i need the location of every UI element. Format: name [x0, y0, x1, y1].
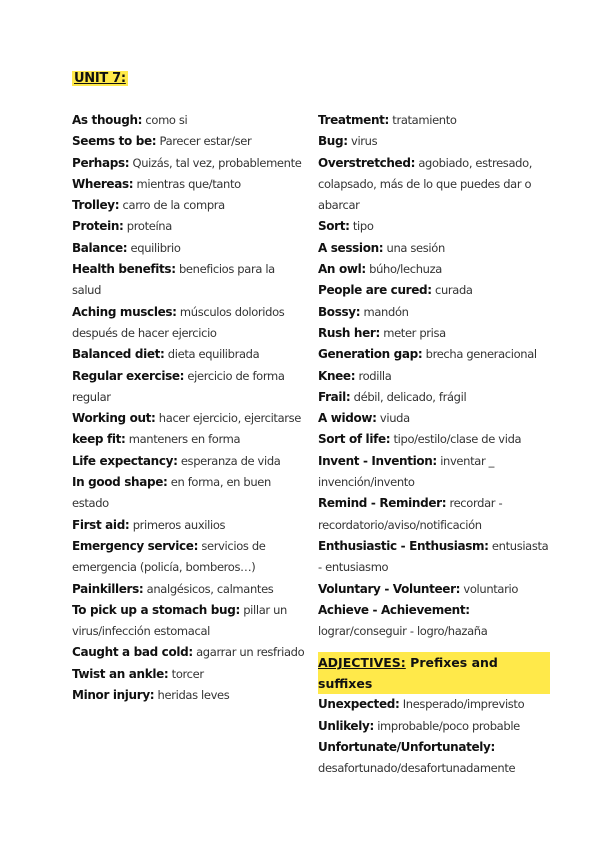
vocab-definition: torcer: [168, 666, 204, 681]
vocab-entry: [72, 536, 307, 579]
vocab-definition: débil, delicado, frágil: [350, 389, 467, 404]
vocab-term: Knee:: [318, 368, 356, 383]
adjectives-heading: [318, 652, 550, 694]
unit-title: UNIT 7:: [74, 71, 126, 86]
vocab-term: Seems to be:: [72, 134, 157, 149]
vocab-term: Trolley:: [72, 198, 120, 213]
vocab-entry: [318, 451, 550, 494]
vocab-entry: [72, 472, 307, 515]
vocab-entry: [72, 216, 307, 237]
vocab-term: Painkillers:: [72, 581, 144, 596]
vocab-entry: [72, 642, 307, 663]
vocab-entry: [72, 131, 307, 152]
vocab-term: Emergency service:: [72, 538, 199, 553]
vocab-entry: [72, 366, 307, 409]
vocab-entry: [72, 451, 307, 472]
vocab-term: Overstretched:: [318, 155, 416, 170]
vocab-term: Invent - Invention:: [318, 453, 437, 468]
vocab-entry: [318, 366, 550, 387]
vocab-entry: [318, 429, 550, 450]
vocab-definition: mandón: [360, 304, 409, 319]
vocab-term: Rush her:: [318, 325, 380, 340]
vocab-entry: [318, 408, 550, 429]
vocab-term: Balanced diet:: [72, 347, 165, 362]
vocab-definition: una sesión: [383, 240, 445, 255]
vocab-entry: [318, 131, 550, 152]
vocab-entry: [318, 579, 550, 600]
vocab-entry: [318, 323, 550, 344]
vocab-definition: ejercicio de forma regular: [72, 368, 285, 404]
vocab-term: Minor injury:: [72, 688, 155, 703]
vocab-term: Unlikely:: [318, 718, 374, 733]
vocab-definition: búho/lechuza: [365, 262, 442, 277]
vocab-definition: Quizás, tal vez, probablemente: [129, 155, 302, 170]
vocab-term: Perhaps:: [72, 155, 130, 170]
vocab-definition: agobiado, estresado, colapsado, más de lo que puedes dar o abarcar: [318, 155, 533, 213]
vocab-term: A widow:: [318, 411, 377, 426]
vocab-entry: [318, 536, 550, 579]
vocab-entry: [72, 259, 307, 302]
vocab-definition: heridas leves: [154, 688, 230, 703]
vocab-term: Whereas:: [72, 176, 134, 191]
vocab-entry: [318, 493, 550, 536]
vocab-entry: [318, 259, 550, 280]
vocab-definition: manteners en forma: [125, 432, 241, 447]
vocab-definition: meter prisa: [379, 325, 446, 340]
vocab-term: Achieve - Achievement:: [318, 602, 470, 617]
vocab-entry: [318, 600, 550, 643]
vocab-term: Frail:: [318, 389, 351, 404]
vocab-term: Sort:: [318, 219, 350, 234]
vocab-entry: [318, 216, 550, 237]
vocab-definition: desafortunado/desafortunadamente: [318, 761, 516, 776]
vocab-definition: virus: [347, 134, 378, 149]
vocab-entry: [72, 515, 307, 536]
vocab-definition: Parecer estar/ser: [156, 134, 252, 149]
vocab-entry: [72, 344, 307, 365]
vocab-definition: brecha generacional: [422, 347, 537, 362]
vocab-definition: voluntario: [460, 581, 519, 596]
vocab-entry: [72, 153, 307, 174]
vocab-definition: carro de la compra: [119, 198, 225, 213]
adjectives-heading-subtitle: Prefixes and suffixes: [318, 655, 498, 692]
vocab-definition: Inesperado/imprevisto: [399, 697, 525, 712]
vocab-term: Protein:: [72, 219, 124, 234]
vocab-entry: [72, 302, 307, 345]
vocab-entry: [318, 280, 550, 301]
vocab-definition: rodilla: [355, 368, 392, 383]
vocab-entry: [72, 579, 307, 600]
vocab-entry: [72, 174, 307, 195]
vocab-definition: curada: [431, 283, 473, 298]
vocab-term: In good shape:: [72, 475, 168, 490]
vocab-term: An owl:: [318, 262, 366, 277]
vocab-definition: recordar - recordatorio/aviso/notificación: [318, 496, 503, 532]
vocab-term: Caught a bad cold:: [72, 645, 193, 660]
vocab-term: First aid:: [72, 517, 130, 532]
vocab-definition: hacer ejercicio, ejercitarse: [155, 411, 302, 426]
vocab-entry: [72, 600, 307, 643]
vocab-term: Working out:: [72, 411, 156, 426]
vocab-definition: esperanza de vida: [177, 453, 281, 468]
vocab-entry: [318, 716, 550, 737]
vocab-term: Bossy:: [318, 304, 361, 319]
vocab-entry: [72, 408, 307, 429]
vocab-entry: [72, 195, 307, 216]
vocab-definition: como si: [142, 113, 188, 127]
vocab-definition: lograr/conseguir - logro/hazaña: [318, 624, 488, 639]
vocab-definition: equilibrio: [127, 240, 181, 255]
adjectives-heading-label: ADJECTIVES:: [318, 655, 406, 671]
vocab-entry: [72, 685, 307, 706]
vocab-definition: proteína: [123, 219, 172, 234]
vocab-term: Treatment:: [318, 113, 389, 127]
vocab-entry: [72, 664, 307, 685]
vocab-definition: primeros auxilios: [129, 517, 226, 532]
vocab-definition: improbable/poco probable: [373, 718, 520, 733]
vocab-definition: analgésicos, calmantes: [143, 581, 274, 596]
vocab-entry: [72, 110, 307, 131]
vocab-entry: [318, 302, 550, 323]
vocab-definition: músculos doloridos después de hacer ejercicio: [72, 304, 285, 340]
vocab-entry: [72, 429, 307, 450]
vocab-entry: [318, 387, 550, 408]
vocab-term: Remind - Reminder:: [318, 496, 447, 511]
vocab-term: Enthusiastic - Enthusiasm:: [318, 538, 489, 553]
vocab-term: Unfortunate/Unfortunately:: [318, 740, 495, 755]
vocab-entry: [318, 153, 550, 217]
vocab-term: Health benefits:: [72, 262, 176, 277]
vocab-definition: entusiasta - entusiasmo: [318, 538, 549, 575]
vocab-entry: [72, 238, 307, 259]
vocab-term: Bug:: [318, 134, 348, 149]
vocab-definition: viuda: [376, 411, 410, 426]
vocab-term: Generation gap:: [318, 347, 423, 362]
vocab-term: A session:: [318, 240, 384, 255]
right-column: [318, 110, 550, 780]
vocab-definition: agarrar un resfriado: [192, 645, 305, 660]
vocab-term: Regular exercise:: [72, 368, 185, 383]
vocab-term: Aching muscles:: [72, 304, 177, 319]
vocab-term: Sort of life:: [318, 432, 391, 447]
right-vocab-list: [318, 110, 550, 642]
vocab-definition: tipo/estilo/clase de vida: [390, 432, 522, 447]
vocab-term: Voluntary - Volunteer:: [318, 581, 461, 596]
vocab-entry: [318, 737, 550, 780]
vocab-term: keep fit:: [72, 432, 126, 447]
vocab-entry: [318, 110, 550, 131]
vocab-definition: en forma, en buen estado: [72, 475, 271, 511]
vocab-term: People are cured:: [318, 283, 432, 298]
vocab-definition: beneficios para la salud: [72, 262, 275, 298]
vocab-term: To pick up a stomach bug:: [72, 602, 240, 617]
vocab-term: Unexpected:: [318, 697, 400, 712]
left-column: [72, 110, 307, 706]
vocab-entry: [318, 238, 550, 259]
vocab-definition: mientras que/tanto: [133, 176, 241, 191]
vocab-term: Twist an ankle:: [72, 666, 169, 681]
vocab-term: As though:: [72, 113, 143, 127]
adjectives-list: [318, 694, 550, 779]
vocab-definition: inventar _ invención/invento: [318, 453, 495, 490]
vocab-entry: [318, 694, 550, 715]
vocab-definition: tratamiento: [388, 113, 457, 127]
vocab-term: Life expectancy:: [72, 453, 178, 468]
vocab-definition: dieta equilibrada: [164, 347, 260, 362]
vocab-definition: servicios de emergencia (policía, bomberos…): [72, 538, 266, 575]
vocab-definition: pillar un virus/infección estomacal: [72, 602, 287, 639]
vocab-definition: tipo: [349, 219, 374, 234]
vocab-term: Balance:: [72, 240, 128, 255]
vocab-entry: [318, 344, 550, 365]
